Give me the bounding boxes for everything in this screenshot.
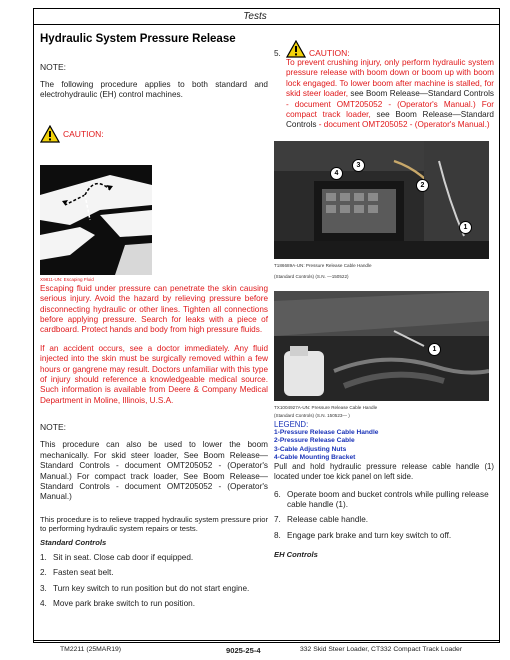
callout-2: 2 <box>416 179 429 192</box>
legend-item: 4-Cable Mounting Bracket <box>274 454 356 462</box>
machine-photo-2 <box>274 291 489 401</box>
boom-release-link[interactable]: Boom Release—Standard Controls <box>365 89 494 99</box>
step-item: 7. Release cable handle. <box>274 515 369 525</box>
legend-title: LEGEND: <box>274 419 309 429</box>
left-column <box>40 33 268 610</box>
warning-triangle-icon <box>286 40 306 58</box>
caution-label: CAUTION: <box>309 48 350 58</box>
boom-release-link[interactable]: Boom Release—Standard Controls <box>286 110 494 130</box>
callout-4: 4 <box>330 167 343 180</box>
photo2-caption: TX1004927A-UN: Pressure Release Cable Handle <box>274 404 378 410</box>
escaping-fluid-drawing <box>40 165 152 275</box>
caution-text-1: Escaping fluid under pressure can penetrate the skin causing serious injury. Avoid the hazard by relieving pressure before disconnecting hydraulic or other lines. Tighten all connections before applying pressure. Search for leaks with a piece of cardboard. Protect hands and body from high pressure fluids. <box>40 283 268 335</box>
pressure-release-photo-1 <box>274 141 489 259</box>
photo1-sub: (Standard Controls) (S.N. —150522) <box>274 273 349 279</box>
legend-item: 2-Pressure Release Cable <box>274 437 355 445</box>
step-item: 6. Operate boom and bucket controls while pulling release cable handle (1). <box>274 489 489 510</box>
standard-controls-heading: Standard Controls <box>40 537 107 547</box>
callout-1: 1 <box>459 221 472 234</box>
note2-label: NOTE: <box>40 422 66 433</box>
caution-text-2: If an accident occurs, see a doctor immediately. Any fluid injected into the skin must be surgically removed within a few hours or gangrene may result. Doctors unfamiliar with this type of injury should reference a knowledgeable medical source. Such information is available from Deere & Company Medical Department in Moline, Illinois, U.S.A. <box>40 343 268 405</box>
caution-label: CAUTION: <box>63 128 104 139</box>
footer-page-number: 9025-25-4 <box>226 646 261 655</box>
right-column <box>274 40 494 565</box>
footer-right: 332 Skid Steer Loader, CT332 Compact Track Loader <box>300 646 463 653</box>
machine-photo-1 <box>274 141 489 259</box>
step5-heading <box>274 40 494 58</box>
step5-text: To prevent crushing injury, only perform hydraulic system pressure release with boom down or boom up with boom lock engaged. To lower boom after machine is stalled, for skid steer loader, see Boom Release—Standard Controls - document OMT205052 - (Operator's Manual.) For compact track loader, see Boom Release—Standard Controls - document OMT205052 - (Operator's Manual.) <box>286 58 494 130</box>
step-item: 4. Move park brake switch to run position. <box>40 599 195 609</box>
step-item: 2. Fasten seat belt. <box>40 568 114 578</box>
legend-item: 3-Cable Adjusting Nuts <box>274 445 347 453</box>
pull-instruction: Pull and hold hydraulic pressure release cable handle (1) located under toe kick panel on left side. <box>274 462 494 482</box>
header-rule <box>33 24 500 25</box>
escaping-fluid-illustration <box>40 165 152 275</box>
right-steps <box>274 490 494 542</box>
pressure-release-photo-2 <box>274 291 489 401</box>
footer-left: TM2211 (25MAR19) <box>60 646 122 653</box>
step-item: 8. Engage park brake and turn key switch to off. <box>274 530 452 540</box>
left-steps <box>40 553 268 610</box>
step5-number: 5. <box>274 49 281 58</box>
illustration-caption: X9811-UN: Escaping Fluid <box>40 276 94 282</box>
callout-1: 1 <box>428 343 441 356</box>
callout-3: 3 <box>352 159 365 172</box>
note2-text: This procedure can also be used to lower the boom mechanically. For skid steer loader, See Boom Release—Standard Controls - document OMT205052 - (Operator's Manual.) For compact track loader, See Boom Release—Standard Controls - document OMT205052 - (Operator's Manual.) <box>40 440 268 502</box>
photo2-sub: (Standard Controls) (S.N. 150523— ) <box>274 412 350 418</box>
photo1-caption: T186689A-UN: Pressure Release Cable Handle <box>274 262 372 268</box>
caution-heading <box>40 125 268 143</box>
eh-controls-heading: EH Controls <box>274 550 318 560</box>
header-title: Tests <box>243 11 267 22</box>
warning-triangle-icon <box>40 125 60 143</box>
section-title: Hydraulic System Pressure Release <box>40 33 236 45</box>
step-item: 3. Turn key switch to run position but do not start engine. <box>40 583 250 593</box>
footer-rule <box>33 640 500 641</box>
legend-item: 1-Pressure Release Cable Handle <box>274 428 379 436</box>
step-item: 1. Sit in seat. Close cab door if equipped. <box>40 552 194 562</box>
note-label: NOTE: <box>40 62 66 72</box>
note-text: The following procedure applies to both standard and electrohydraulic (EH) control machines. <box>40 80 268 100</box>
purpose-text: This procedure is to relieve trapped hydraulic system pressure prior to performing hydraulic system repairs or tests. <box>40 514 268 534</box>
